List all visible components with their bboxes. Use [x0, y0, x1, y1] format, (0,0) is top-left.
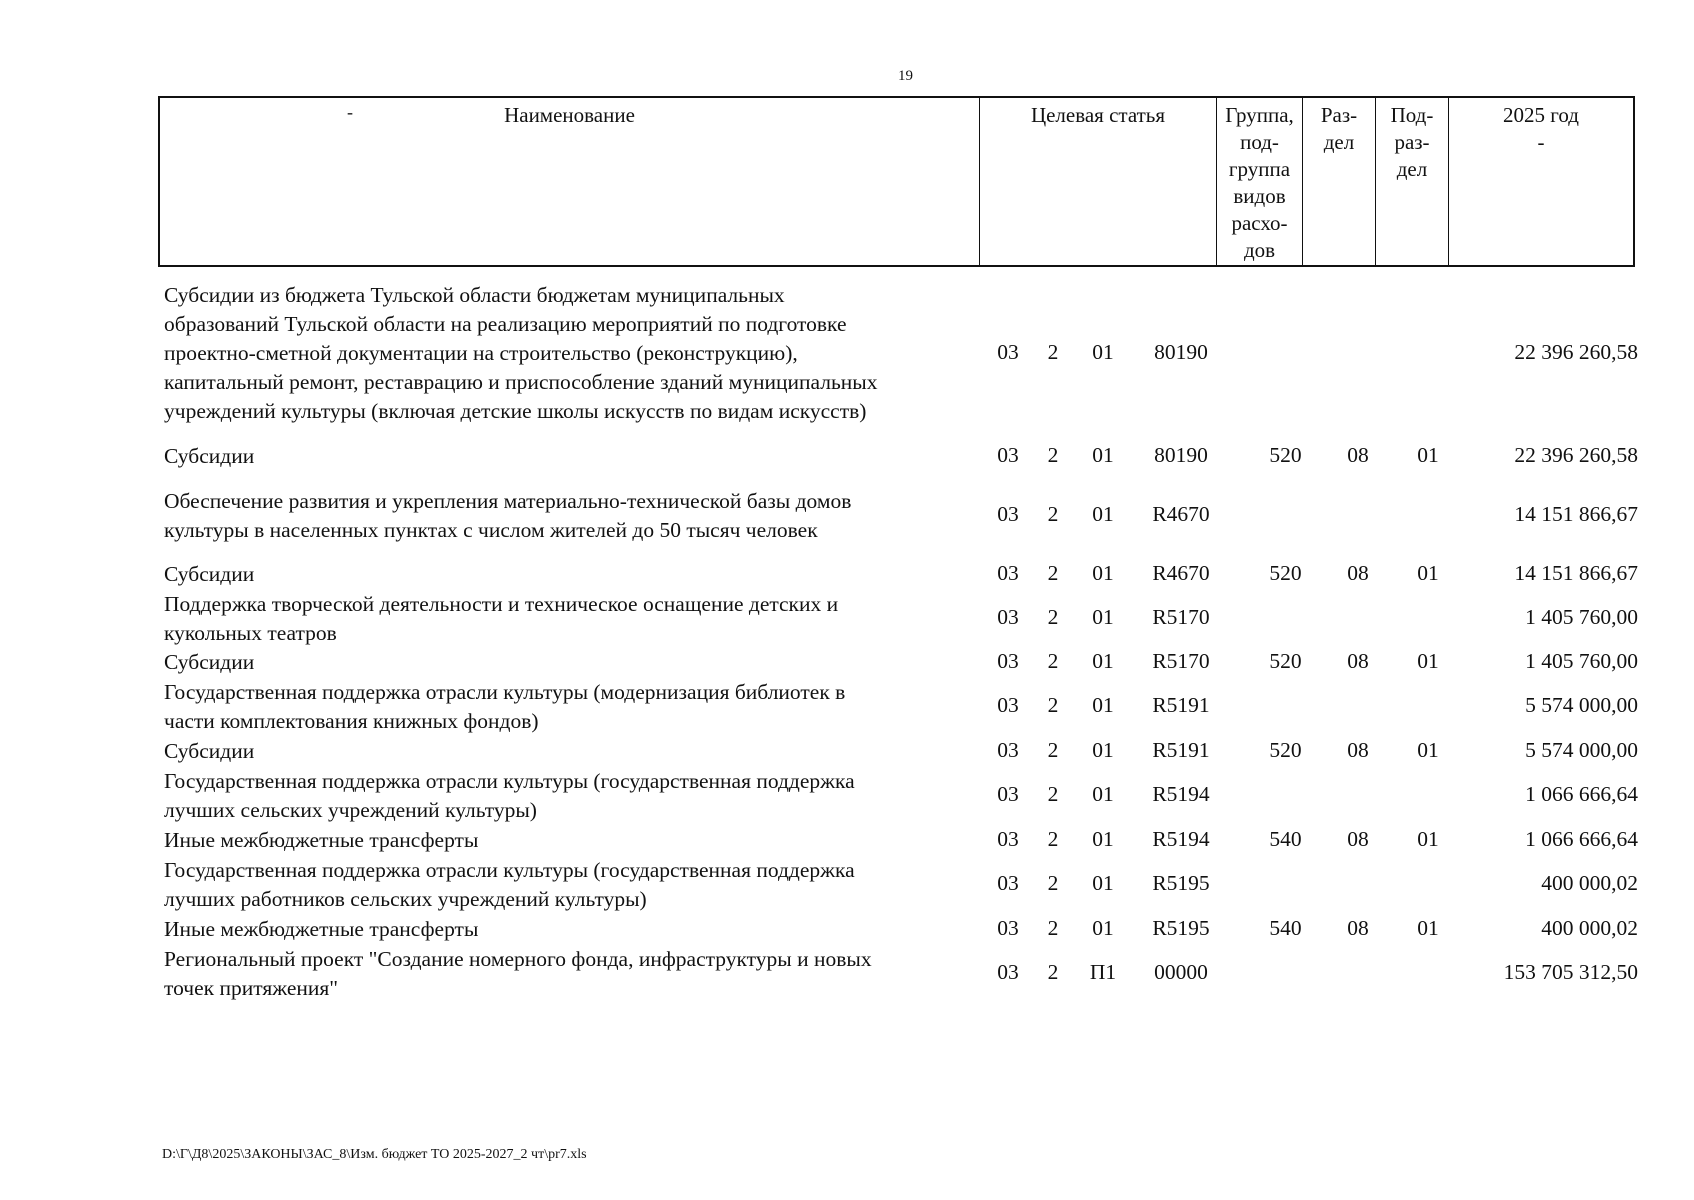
header-name: Наименование [159, 97, 980, 266]
row-c4: R4670 [1152, 502, 1210, 526]
row-c2: 2 [1047, 502, 1059, 526]
row-amount: 1 405 760,00 [1525, 605, 1638, 629]
file-path: D:\Г\Д8\2025\ЗАКОНЫ\ЗАС_8\Изм. бюджет ТО 2025-2027_2 чт\pr7.xls [162, 1147, 587, 1162]
row-c1: 03 [997, 738, 1019, 762]
row-name [164, 767, 954, 825]
page-number: 19 [898, 68, 913, 84]
row-name [164, 737, 954, 766]
table-row [158, 560, 1638, 590]
row-c2: 2 [1047, 605, 1059, 629]
table-row [158, 737, 1638, 767]
table-row [158, 487, 1638, 545]
header-target: Целевая статья [980, 97, 1217, 266]
row-name [164, 678, 954, 736]
table-row [158, 826, 1638, 856]
row-name [164, 915, 954, 944]
row-group: 520 [1269, 738, 1302, 762]
row-c2: 2 [1047, 561, 1059, 585]
row-c4: R5194 [1152, 827, 1210, 851]
row-c3: 01 [1092, 871, 1114, 895]
row-name-line: образований Тульской области на реализацию мероприятий по подготовке [164, 312, 847, 336]
row-name [164, 945, 954, 1003]
table-row [158, 856, 1638, 914]
header-subsection: Под- раз- дел [1376, 97, 1449, 266]
row-group: 520 [1269, 561, 1302, 585]
row-c3: 01 [1092, 916, 1114, 940]
row-name-line: Государственная поддержка отрасли культуры (государственная поддержка [164, 858, 855, 882]
row-section: 08 [1347, 649, 1369, 673]
row-c1: 03 [997, 443, 1019, 467]
row-amount: 5 574 000,00 [1525, 738, 1638, 762]
row-c3: 01 [1092, 605, 1114, 629]
row-name [164, 648, 954, 677]
row-c3: 01 [1092, 339, 1114, 364]
row-name-line: части комплектования книжных фондов) [164, 709, 539, 733]
row-c4: R5170 [1152, 649, 1210, 673]
table-row [158, 590, 1638, 648]
row-c1: 03 [997, 871, 1019, 895]
row-c4: 00000 [1154, 960, 1208, 984]
row-c2: 2 [1047, 738, 1059, 762]
row-amount: 153 705 312,50 [1503, 960, 1638, 984]
row-c2: 2 [1047, 443, 1059, 467]
row-c1: 03 [997, 916, 1019, 940]
row-name-line: Субсидии [164, 739, 255, 763]
row-name [164, 826, 954, 855]
table-row [158, 442, 1638, 472]
row-group: 540 [1269, 916, 1302, 940]
row-subsection: 01 [1417, 561, 1439, 585]
row-c3: 01 [1092, 443, 1114, 467]
row-name-line: Субсидии [164, 444, 255, 468]
row-c2: 2 [1047, 827, 1059, 851]
row-c1: 03 [997, 502, 1019, 526]
header-year: 2025 год - [1449, 97, 1635, 266]
row-c1: 03 [997, 649, 1019, 673]
row-amount: 14 151 866,67 [1514, 502, 1638, 526]
row-c2: 2 [1047, 649, 1059, 673]
row-c1: 03 [997, 960, 1019, 984]
row-c1: 03 [997, 693, 1019, 717]
row-name [164, 442, 954, 471]
table-header [158, 96, 1635, 267]
row-amount: 400 000,02 [1541, 916, 1638, 940]
row-name-line: Государственная поддержка отрасли культуры (модернизация библиотек в [164, 680, 846, 704]
row-name-line: лучших сельских учреждений культуры) [164, 798, 537, 822]
row-amount: 14 151 866,67 [1514, 561, 1638, 585]
row-c2: 2 [1047, 693, 1059, 717]
row-amount: 5 574 000,00 [1525, 693, 1638, 717]
table-row [158, 281, 1638, 426]
row-section: 08 [1347, 443, 1369, 467]
row-amount: 1 066 666,64 [1525, 782, 1638, 806]
row-amount: 1 405 760,00 [1525, 649, 1638, 673]
row-subsection: 01 [1417, 649, 1439, 673]
row-name-line: проектно-сметной документации на строительство (реконструкцию), [164, 341, 798, 365]
row-c1: 03 [997, 561, 1019, 585]
header-dash: - [347, 102, 353, 122]
row-section: 08 [1347, 827, 1369, 851]
row-c4: R5191 [1152, 693, 1210, 717]
row-c1: 03 [997, 827, 1019, 851]
row-c4: R5194 [1152, 782, 1210, 806]
row-name-line: Субсидии [164, 562, 255, 586]
table-row [158, 945, 1638, 1003]
row-c2: 2 [1047, 916, 1059, 940]
row-amount: 22 396 260,58 [1514, 339, 1638, 364]
row-section: 08 [1347, 916, 1369, 940]
row-subsection: 01 [1417, 738, 1439, 762]
row-name-line: учреждений культуры (включая детские школы искусств по видам искусств) [164, 399, 867, 423]
row-c3: П1 [1089, 960, 1117, 984]
row-name-line: капитальный ремонт, реставрацию и приспособление зданий муниципальных [164, 370, 878, 394]
row-amount: 400 000,02 [1541, 871, 1638, 895]
row-c4: 80190 [1154, 339, 1208, 364]
row-c1: 03 [997, 339, 1019, 364]
row-name-line: Иные межбюджетные трансферты [164, 917, 479, 941]
row-c3: 01 [1092, 649, 1114, 673]
row-subsection: 01 [1417, 827, 1439, 851]
row-name [164, 590, 954, 648]
table-row [158, 648, 1638, 678]
row-c4: R5195 [1152, 916, 1210, 940]
row-c4: 80190 [1154, 443, 1208, 467]
row-c4: R5191 [1152, 738, 1210, 762]
row-section: 08 [1347, 561, 1369, 585]
row-amount: 1 066 666,64 [1525, 827, 1638, 851]
table-row [158, 767, 1638, 825]
row-section: 08 [1347, 738, 1369, 762]
row-name-line: Обеспечение развития и укрепления материально-технической базы домов [164, 489, 852, 513]
row-amount: 22 396 260,58 [1514, 443, 1638, 467]
row-c3: 01 [1092, 738, 1114, 762]
row-c3: 01 [1092, 827, 1114, 851]
row-name-line: Государственная поддержка отрасли культуры (государственная поддержка [164, 769, 855, 793]
row-c1: 03 [997, 605, 1019, 629]
row-c2: 2 [1047, 960, 1059, 984]
row-c4: R5170 [1152, 605, 1210, 629]
row-name [164, 856, 954, 914]
header-group: Группа, под- группа видов расхо- дов [1217, 97, 1303, 266]
row-c2: 2 [1047, 871, 1059, 895]
table-row [158, 678, 1638, 736]
row-c3: 01 [1092, 561, 1114, 585]
row-name [164, 487, 954, 545]
row-name [164, 560, 954, 589]
row-name-line: точек притяжения" [164, 976, 339, 1000]
row-c1: 03 [997, 782, 1019, 806]
row-name-line: Региональный проект "Создание номерного фонда, инфраструктуры и новых [164, 947, 872, 971]
row-group: 540 [1269, 827, 1302, 851]
row-name-line: Субсидии из бюджета Тульской области бюджетам муниципальных [164, 283, 785, 307]
row-c4: R4670 [1152, 561, 1210, 585]
row-name-line: Субсидии [164, 650, 255, 674]
row-c3: 01 [1092, 782, 1114, 806]
row-subsection: 01 [1417, 443, 1439, 467]
row-c4: R5195 [1152, 871, 1210, 895]
row-group: 520 [1269, 443, 1302, 467]
row-name-line: Поддержка творческой деятельности и техническое оснащение детских и [164, 592, 839, 616]
header-section: Раз- дел [1303, 97, 1376, 266]
table-row [158, 915, 1638, 945]
row-group: 520 [1269, 649, 1302, 673]
row-c2: 2 [1047, 782, 1059, 806]
row-c3: 01 [1092, 693, 1114, 717]
row-name-line: кукольных театров [164, 621, 337, 645]
row-c3: 01 [1092, 502, 1114, 526]
row-name [164, 281, 954, 426]
row-name-line: лучших работников сельских учреждений культуры) [164, 887, 647, 911]
row-name-line: культуры в населенных пунктах с числом жителей до 50 тысяч человек [164, 518, 818, 542]
row-c2: 2 [1047, 339, 1059, 364]
row-name-line: Иные межбюджетные трансферты [164, 828, 479, 852]
row-subsection: 01 [1417, 916, 1439, 940]
